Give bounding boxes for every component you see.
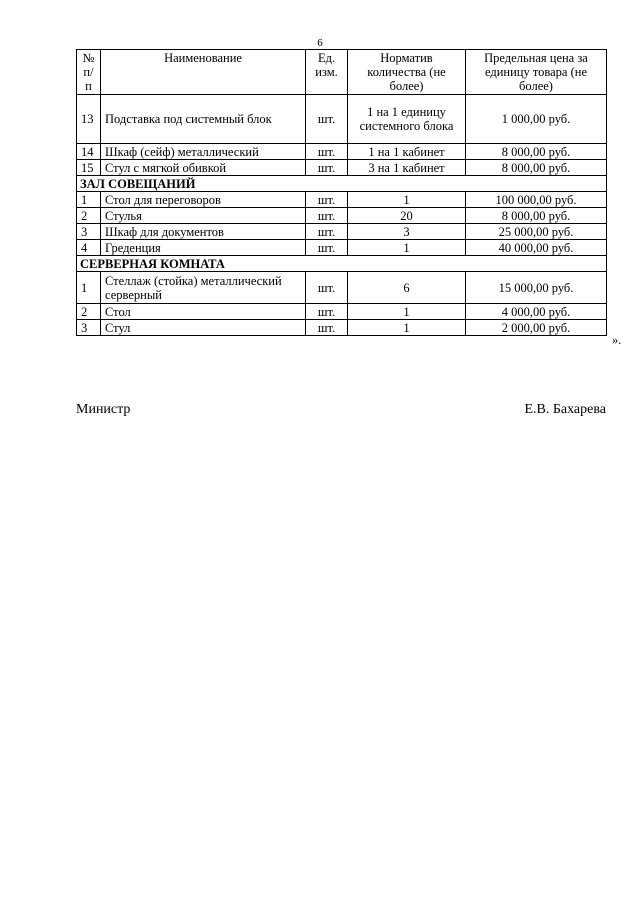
closing-quote-mark: ».	[612, 333, 622, 347]
cell-num: 15	[77, 160, 101, 176]
section-row-meeting-hall	[77, 176, 607, 192]
cell-norm: 1	[348, 192, 466, 208]
cell-num: 1	[77, 272, 101, 304]
cell-price: 40 000,00 руб.	[466, 240, 607, 256]
table-row	[77, 208, 607, 224]
cell-norm: 1	[348, 240, 466, 256]
cell-price: 8 000,00 руб.	[466, 160, 607, 176]
cell-unit: шт.	[306, 272, 348, 304]
cell-name: Шкаф для документов	[101, 224, 306, 240]
table-row	[77, 160, 607, 176]
cell-price: 15 000,00 руб.	[466, 272, 607, 304]
header-unit: Ед. изм.	[306, 50, 348, 95]
cell-norm: 1 на 1 единицу системного блока	[348, 95, 466, 144]
header-num: № п/п	[77, 50, 101, 95]
cell-num: 13	[77, 95, 101, 144]
table-row	[77, 272, 607, 304]
signatory-title: Министр	[76, 402, 131, 417]
table-row	[77, 240, 607, 256]
cell-unit: шт.	[306, 304, 348, 320]
signatory-name: Е.В. Бахарева	[524, 402, 606, 417]
header-name: Наименование	[101, 50, 306, 95]
cell-unit: шт.	[306, 224, 348, 240]
table-row	[77, 320, 607, 336]
cell-norm: 6	[348, 272, 466, 304]
cell-num: 14	[77, 144, 101, 160]
cell-price: 25 000,00 руб.	[466, 224, 607, 240]
table-row	[77, 144, 607, 160]
cell-name: Стол	[101, 304, 306, 320]
cell-norm: 3 на 1 кабинет	[348, 160, 466, 176]
cell-unit: шт.	[306, 160, 348, 176]
header-norm: Норматив количества (не более)	[348, 50, 466, 95]
table-row	[77, 192, 607, 208]
cell-price: 8 000,00 руб.	[466, 144, 607, 160]
cell-unit: шт.	[306, 208, 348, 224]
cell-name: Стул	[101, 320, 306, 336]
table-row	[77, 224, 607, 240]
header-price: Предельная цена за единицу товара (не более)	[466, 50, 607, 95]
table-row	[77, 304, 607, 320]
cell-norm: 1	[348, 304, 466, 320]
cell-norm: 3	[348, 224, 466, 240]
section-title: ЗАЛ СОВЕЩАНИЙ	[77, 176, 607, 192]
section-row-server-room	[77, 256, 607, 272]
cell-price: 4 000,00 руб.	[466, 304, 607, 320]
table-row	[77, 95, 607, 144]
cell-num: 3	[77, 224, 101, 240]
table-header-row	[77, 50, 607, 95]
cell-unit: шт.	[306, 240, 348, 256]
cell-norm: 1	[348, 320, 466, 336]
cell-num: 2	[77, 304, 101, 320]
cell-price: 100 000,00 руб.	[466, 192, 607, 208]
cell-num: 2	[77, 208, 101, 224]
cell-name: Стол для переговоров	[101, 192, 306, 208]
cell-unit: шт.	[306, 192, 348, 208]
cell-name: Греденция	[101, 240, 306, 256]
cell-price: 8 000,00 руб.	[466, 208, 607, 224]
cell-num: 4	[77, 240, 101, 256]
cell-name: Шкаф (сейф) металлический	[101, 144, 306, 160]
cell-price: 2 000,00 руб.	[466, 320, 607, 336]
cell-num: 3	[77, 320, 101, 336]
cell-name: Подставка под системный блок	[101, 95, 306, 144]
cell-unit: шт.	[306, 320, 348, 336]
cell-num: 1	[77, 192, 101, 208]
norms-table	[76, 49, 607, 336]
section-title: СЕРВЕРНАЯ КОМНАТА	[77, 256, 607, 272]
cell-name: Стул с мягкой обивкой	[101, 160, 306, 176]
page-number: 6	[317, 37, 323, 49]
cell-name: Стулья	[101, 208, 306, 224]
cell-norm: 1 на 1 кабинет	[348, 144, 466, 160]
cell-unit: шт.	[306, 95, 348, 144]
cell-unit: шт.	[306, 144, 348, 160]
cell-price: 1 000,00 руб.	[466, 95, 607, 144]
cell-name: Стеллаж (стойка) металлический серверный	[101, 272, 306, 304]
cell-norm: 20	[348, 208, 466, 224]
